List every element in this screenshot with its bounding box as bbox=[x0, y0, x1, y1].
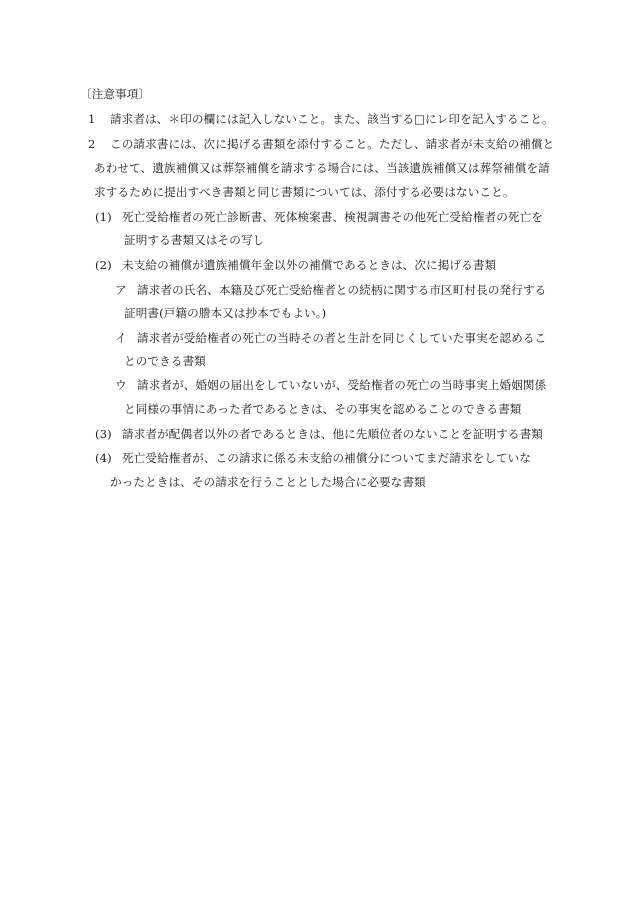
sub-item-2 bbox=[95, 257, 496, 273]
sub-item-4-line-2: かったときは、その請求を行うこととした場合に必要な書類 bbox=[110, 475, 426, 489]
item-2-line-1: この請求書には、次に掲げる書類を添付すること。ただし、請求者が未支給の補償と bbox=[110, 137, 555, 151]
sub-item-2-a-line-1: 請求者の氏名、本籍及び死亡受給権者との続柄に関する市区町村長の発行する bbox=[137, 283, 547, 297]
sub-item-2-i bbox=[115, 330, 546, 346]
sub-item-2-u bbox=[115, 377, 546, 393]
sub-item-2-u-line-1: 請求者が、婚姻の届出をしていないが、受給権者の死亡の当時事実上婚姻関係 bbox=[137, 378, 547, 392]
sub-item-2-u-line-2: と同様の事情にあった者であるときは、その事実を認めることのできる書類 bbox=[124, 402, 522, 416]
sub-item-2-i-marker: イ bbox=[115, 331, 127, 345]
item-2-line-2: あわせて、遺族補償又は葬祭補償を請求する場合には、当該遺族補償又は葬祭補償を請 bbox=[94, 161, 550, 175]
item-1 bbox=[88, 111, 554, 127]
sub-item-1-line-2: 証明する書類又はその写し bbox=[124, 233, 265, 247]
sub-item-2-line-1: 未支給の補償が遺族補償年金以外の補償であるときは、次に掲げる書類 bbox=[122, 258, 497, 272]
sub-item-4-line-1: 死亡受給権者が、この請求に係る未支給の補償分についてまだ請求をしていな bbox=[122, 451, 532, 465]
sub-item-4 bbox=[95, 450, 531, 466]
sub-item-1-line-1: 死亡受給権者の死亡診断書、死体検案書、検視調書その他死亡受給権者の死亡を bbox=[122, 210, 543, 224]
sub-item-2-number: (2) bbox=[95, 258, 112, 272]
item-2-line-3: 求するために提出すべき書類と同じ書類については、添付する必要はないこと。 bbox=[94, 185, 515, 199]
item-2 bbox=[88, 136, 554, 152]
sub-item-2-u-marker: ウ bbox=[115, 378, 127, 392]
sub-item-4-number: (4) bbox=[95, 451, 112, 465]
sub-item-2-a-line-2: 証明書(戸籍の謄本又は抄本でもよい。) bbox=[124, 306, 327, 320]
sub-item-3-number: (3) bbox=[95, 427, 112, 441]
sub-item-2-i-line-1: 請求者が受給権者の死亡の当時その者と生計を同じくしていた事実を認めるこ bbox=[137, 331, 547, 345]
item-2-number: 2 bbox=[88, 137, 96, 151]
notes-heading: 〔注意事項〕 bbox=[80, 87, 151, 101]
sub-item-3-line-1: 請求者が配偶者以外の者であるときは、他に先順位者のないことを証明する書類 bbox=[122, 427, 543, 441]
sub-item-3 bbox=[95, 426, 543, 442]
item-1-number: 1 bbox=[88, 112, 96, 126]
sub-item-1 bbox=[95, 209, 543, 225]
sub-item-2-a bbox=[115, 282, 546, 298]
sub-item-2-a-marker: ア bbox=[115, 283, 127, 297]
sub-item-2-i-line-2: とのできる書類 bbox=[124, 354, 206, 368]
sub-item-1-number: (1) bbox=[95, 210, 112, 224]
item-1-text: 請求者は、＊印の欄には記入しないこと。また、該当する□にレ印を記入すること。 bbox=[110, 112, 554, 126]
